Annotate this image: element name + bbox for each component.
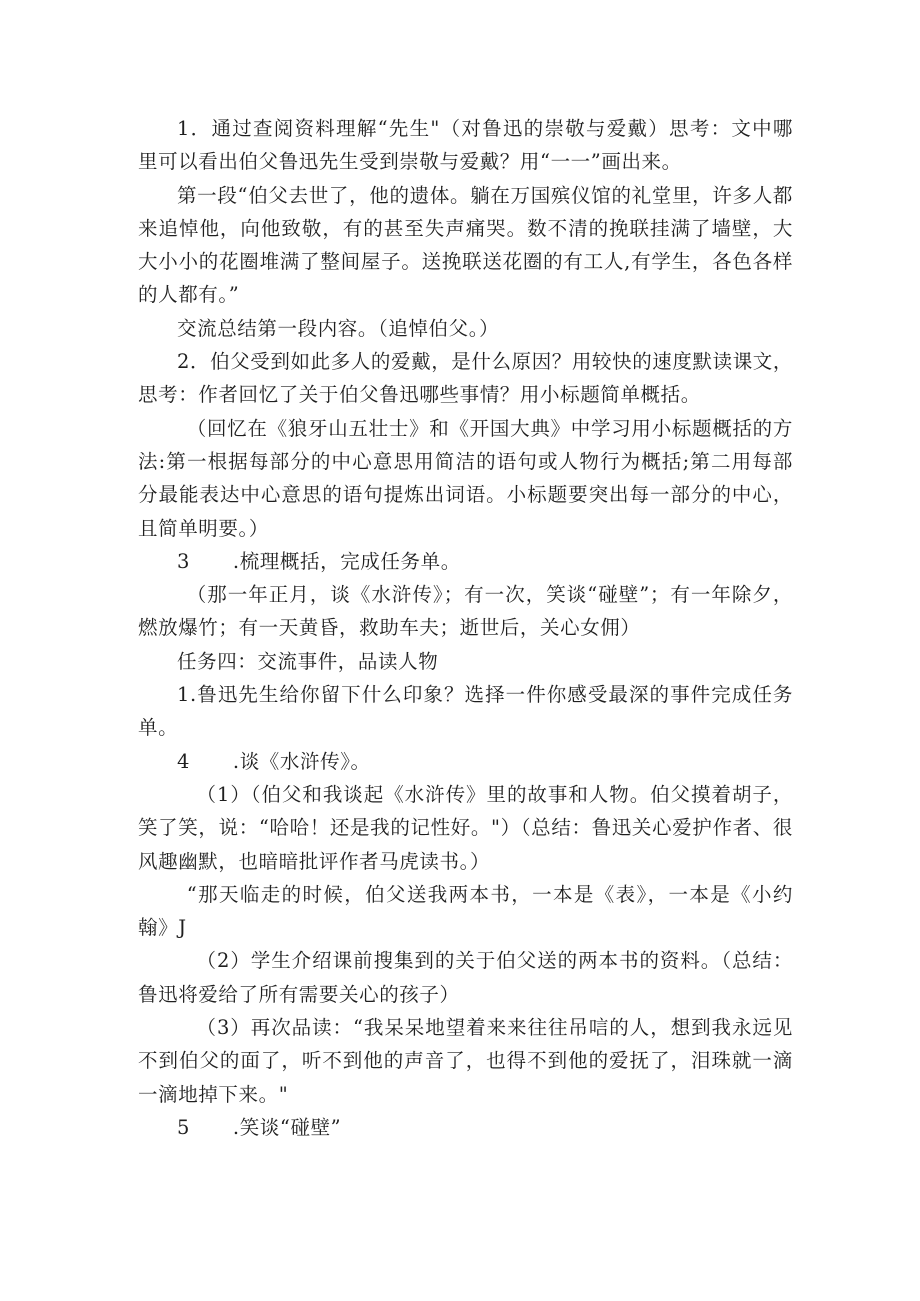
paragraph-events-list: （那一年正月，谈《水浒传》；有一次，笑谈“碰壁”；有一年除夕，燃放爆竹；有一天黄昏，救助车夫；逝世后，关心女佣）	[138, 583, 793, 640]
step-text: .梳理概括，完成任务单。	[232, 549, 461, 573]
paragraph-item-2: （2）学生介绍课前搜集到的关于伯父送的两本书的资料。（总结：鲁迅将爱给了所有需要关心的孩子）	[138, 949, 793, 1006]
step-number: 4	[177, 749, 191, 773]
step-text: .谈《水浒传》。	[232, 749, 371, 773]
step-number: 3	[177, 549, 191, 573]
paragraph-impression-question: 1.鲁迅先生给你留下什么印象？选择一件你感受最深的事件完成任务单。	[138, 683, 793, 740]
paragraph-step-5	[138, 1111, 793, 1144]
paragraph-question-2: 2．伯父受到如此多人的爱戴，是什么原因？用较快的速度默读课文，思考：作者回忆了关于伯父鲁迅哪些事情？用小标题简单概括。	[138, 350, 794, 407]
paragraph-books-quote: “那天临走的时候，伯父送我两本书，一本是《表》，一本是《小约翰》J	[138, 882, 793, 940]
step-text: .笑谈“碰壁”	[232, 1115, 342, 1139]
paragraph-item-3: （3）再次品读：“我呆呆地望着来来往往吊唁的人，想到我永远见不到伯父的面了，听不到他的声音了，也得不到他的爱抚了，泪珠就一滴一滴地掉下来。"	[138, 1016, 793, 1106]
paragraph-step-3	[138, 545, 793, 578]
paragraph-item-1: （1）（伯父和我谈起《水浒传》里的故事和人物。伯父摸着胡子，笑了笑，说：“哈哈！还是我的记性好。"）（总结：鲁迅关心爱护作者、很风趣幽默，也暗暗批评作者马虎读书。）	[138, 782, 793, 873]
paragraph-summary-1: 交流总结第一段内容。（追悼伯父。）	[177, 316, 500, 340]
paragraph-step-4	[138, 745, 793, 778]
paragraph-task-4: 任务四：交流事件，品读人物	[177, 649, 439, 673]
paragraph-first-section-quote: 第一段“伯父去世了，他的遗体。躺在万国殡仪馆的礼堂里，许多人都来追悼他，向他致敬，有的甚至失声痛哭。数不清的挽联挂满了墙壁，大大小小的花圈堆满了整间屋子。送挽联送花圈的有工人,有学生，各色各样的人都有。”	[138, 183, 793, 307]
paragraph-method-note: （回忆在《狼牙山五壮士》和《开国大典》中学习用小标题概括的方法:第一根据每部分的中心意思用简洁的语句或人物行为概括;第二用每部分最能表达中心意思的语句提炼出词语。小标题要突出每一部分的中心，且简单明要。）	[138, 416, 793, 540]
paragraph-question-1: 1．通过查阅资料理解“先生"（对鲁迅的崇敬与爱戴）思考：文中哪里可以看出伯父鲁迅先生受到崇敬与爱戴？用“一一”画出来。	[138, 117, 793, 174]
step-number: 5	[177, 1115, 191, 1139]
document-body	[138, 112, 793, 1144]
